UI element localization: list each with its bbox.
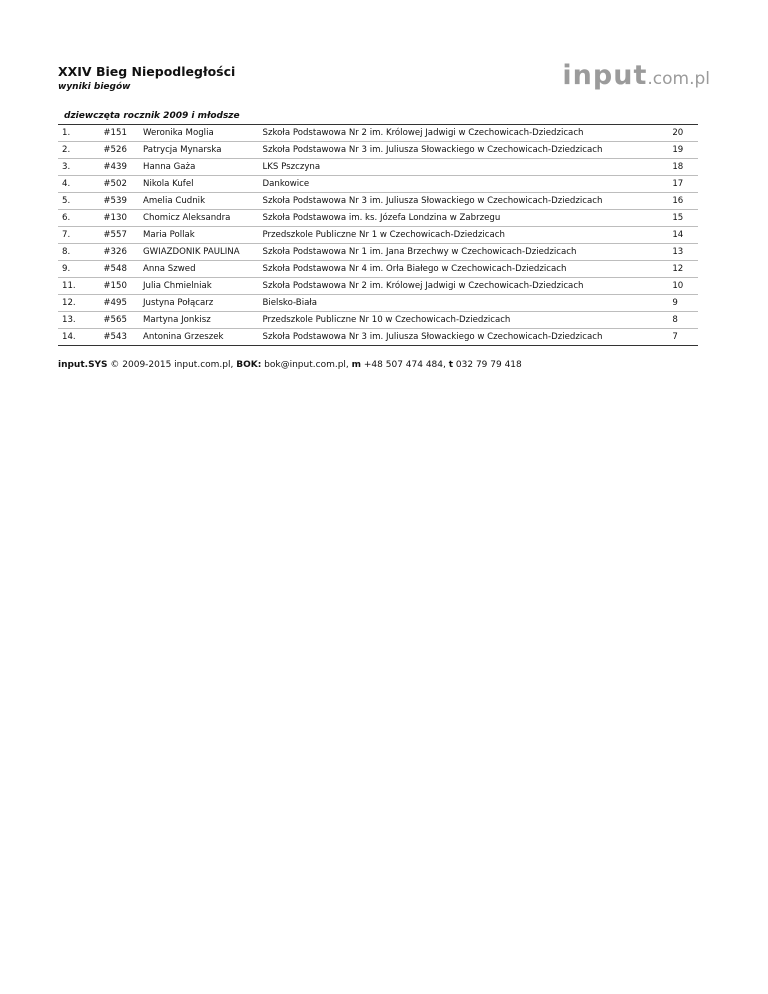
brand-logo <box>562 62 710 89</box>
result-bib-number: #495 <box>99 295 139 312</box>
result-points: 7 <box>668 329 698 346</box>
result-bib-number: #526 <box>99 142 139 159</box>
table-row <box>58 261 698 278</box>
result-position: 7. <box>58 227 99 244</box>
result-club: Szkoła Podstawowa Nr 4 im. Orła Białego w Czechowicach-Dziedzicach <box>258 261 668 278</box>
result-bib-number: #326 <box>99 244 139 261</box>
result-position: 5. <box>58 193 99 210</box>
result-athlete-name: Julia Chmielniak <box>139 278 258 295</box>
result-points: 14 <box>668 227 698 244</box>
result-position: 3. <box>58 159 99 176</box>
table-row <box>58 142 698 159</box>
table-row <box>58 125 698 142</box>
table-row <box>58 295 698 312</box>
result-bib-number: #439 <box>99 159 139 176</box>
result-club: Szkoła Podstawowa Nr 2 im. Królowej Jadwigi w Czechowicach-Dziedzicach <box>258 278 668 295</box>
footer-phone-label: t <box>448 360 454 370</box>
result-position: 9. <box>58 261 99 278</box>
footer-mobile: +48 507 474 484, <box>361 360 449 370</box>
result-bib-number: #502 <box>99 176 139 193</box>
table-row <box>58 278 698 295</box>
result-points: 12 <box>668 261 698 278</box>
result-points: 18 <box>668 159 698 176</box>
table-row <box>58 244 698 261</box>
result-points: 13 <box>668 244 698 261</box>
result-bib-number: #539 <box>99 193 139 210</box>
result-position: 4. <box>58 176 99 193</box>
result-points: 17 <box>668 176 698 193</box>
result-position: 2. <box>58 142 99 159</box>
footer-bok-label: BOK: <box>236 360 262 370</box>
result-athlete-name: Patrycja Mynarska <box>139 142 258 159</box>
footer-copyright: © 2009-2015 input.com.pl, <box>107 360 237 370</box>
result-bib-number: #130 <box>99 210 139 227</box>
result-points: 9 <box>668 295 698 312</box>
result-athlete-name: Nikola Kufel <box>139 176 258 193</box>
page-title: XXIV Bieg Niepodległości <box>58 64 236 79</box>
result-position: 14. <box>58 329 99 346</box>
result-bib-number: #151 <box>99 125 139 142</box>
result-club: Szkoła Podstawowa Nr 1 im. Jana Brzechwy w Czechowicach-Dziedzicach <box>258 244 668 261</box>
result-club: Szkoła Podstawowa im. ks. Józefa Londzina w Zabrzegu <box>258 210 668 227</box>
table-row <box>58 210 698 227</box>
table-row <box>58 227 698 244</box>
category-heading: dziewczęta rocznik 2009 i młodsze <box>64 111 240 121</box>
page-footer <box>58 360 522 370</box>
result-club: Przedszkole Publiczne Nr 10 w Czechowicach-Dziedzicach <box>258 312 668 329</box>
result-points: 15 <box>668 210 698 227</box>
footer-phone: 032 79 79 418 <box>453 360 522 370</box>
results-table-body <box>58 125 698 346</box>
result-athlete-name: Hanna Gaża <box>139 159 258 176</box>
result-club: Szkoła Podstawowa Nr 3 im. Juliusza Słowackiego w Czechowicach-Dziedzicach <box>258 193 668 210</box>
result-athlete-name: Justyna Połącarz <box>139 295 258 312</box>
footer-email: bok@input.com.pl, <box>261 360 352 370</box>
result-points: 16 <box>668 193 698 210</box>
results-table <box>58 124 698 346</box>
result-bib-number: #557 <box>99 227 139 244</box>
result-athlete-name: Chomicz Aleksandra <box>139 210 258 227</box>
result-athlete-name: Weronika Moglia <box>139 125 258 142</box>
result-athlete-name: Maria Pollak <box>139 227 258 244</box>
result-points: 19 <box>668 142 698 159</box>
footer-mobile-label: m <box>351 360 362 370</box>
result-position: 8. <box>58 244 99 261</box>
result-athlete-name: GWIAZDONIK PAULINA <box>139 244 258 261</box>
logo-main-text: input <box>562 60 648 91</box>
result-athlete-name: Anna Szwed <box>139 261 258 278</box>
result-club: Dankowice <box>258 176 668 193</box>
result-position: 11. <box>58 278 99 295</box>
result-points: 20 <box>668 125 698 142</box>
result-position: 12. <box>58 295 99 312</box>
page-subtitle: wyniki biegów <box>58 82 131 92</box>
result-club: Szkoła Podstawowa Nr 3 im. Juliusza Słowackiego w Czechowicach-Dziedzicach <box>258 142 668 159</box>
page-header <box>58 62 710 102</box>
result-club: Szkoła Podstawowa Nr 2 im. Królowej Jadwigi w Czechowicach-Dziedzicach <box>258 125 668 142</box>
result-athlete-name: Antonina Grzeszek <box>139 329 258 346</box>
result-position: 6. <box>58 210 99 227</box>
table-row <box>58 159 698 176</box>
result-bib-number: #150 <box>99 278 139 295</box>
result-points: 10 <box>668 278 698 295</box>
result-athlete-name: Amelia Cudnik <box>139 193 258 210</box>
logo-suffix-text: .com.pl <box>647 69 710 89</box>
result-position: 1. <box>58 125 99 142</box>
result-points: 8 <box>668 312 698 329</box>
footer-brand: input.SYS <box>58 360 108 370</box>
table-row <box>58 329 698 346</box>
table-row <box>58 176 698 193</box>
result-club: Szkoła Podstawowa Nr 3 im. Juliusza Słowackiego w Czechowicach-Dziedzicach <box>258 329 668 346</box>
result-bib-number: #543 <box>99 329 139 346</box>
result-club: LKS Pszczyna <box>258 159 668 176</box>
result-club: Bielsko-Biała <box>258 295 668 312</box>
result-athlete-name: Martyna Jonkisz <box>139 312 258 329</box>
result-bib-number: #548 <box>99 261 139 278</box>
table-row <box>58 193 698 210</box>
result-position: 13. <box>58 312 99 329</box>
table-row <box>58 312 698 329</box>
result-bib-number: #565 <box>99 312 139 329</box>
result-club: Przedszkole Publiczne Nr 1 w Czechowicach-Dziedzicach <box>258 227 668 244</box>
